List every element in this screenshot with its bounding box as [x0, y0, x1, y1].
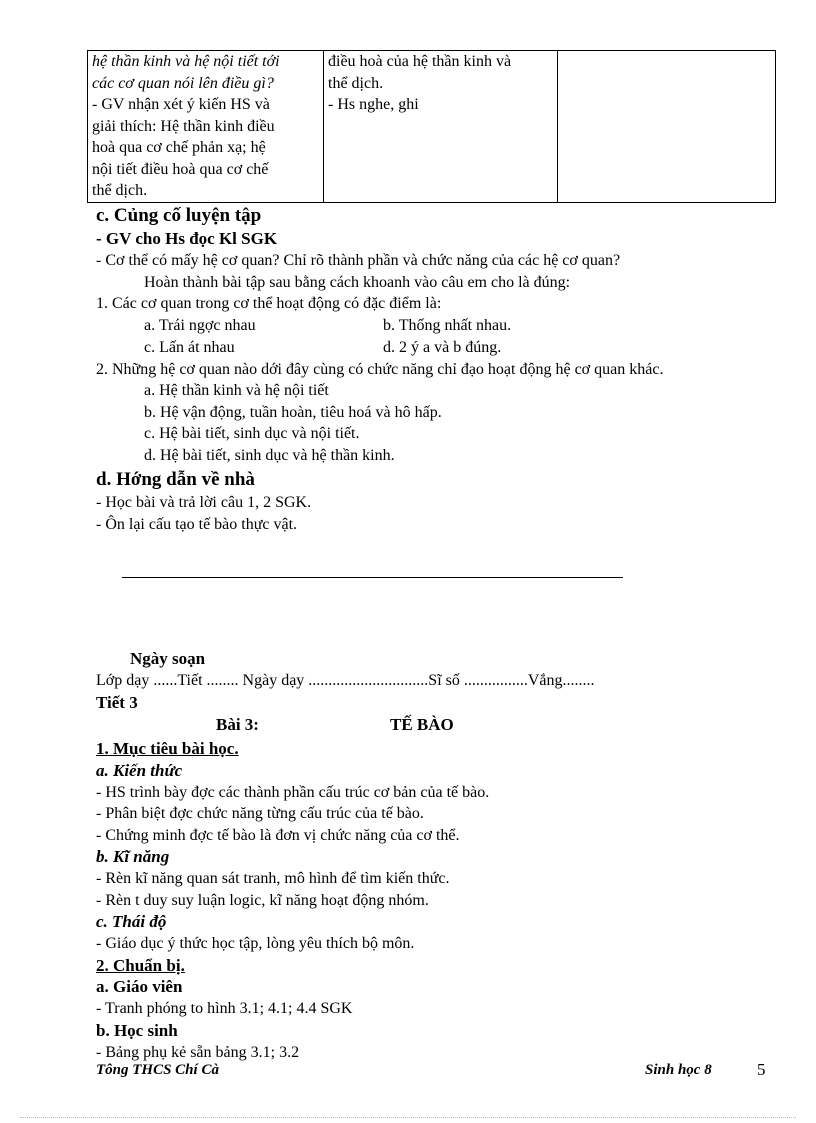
table-text-line: giải thích: Hệ thần kinh điều	[92, 117, 275, 135]
date-prepared-label: Ngày soạn	[130, 649, 206, 668]
table-text-line: thể dịch.	[328, 74, 384, 92]
text-line: - HS trình bày đợc các thành phần cấu trúc cơ bản của tế bào.	[96, 783, 490, 801]
text-line: - GV cho Hs đọc Kl SGK	[96, 229, 278, 248]
text-line: - Chứng minh đợc tế bào là đơn vị chức năng của cơ thể.	[96, 826, 460, 844]
text-line: - Cơ thể có mấy hệ cơ quan? Chỉ rõ thành phần và chức năng của các hệ cơ quan?	[96, 252, 621, 269]
table-row	[88, 51, 776, 203]
answer-option: c. Lấn át nhau	[144, 338, 235, 356]
table-text-line: - Hs nghe, ghi	[328, 96, 419, 113]
teacher-activity-cell	[88, 51, 324, 203]
text-line: - Phân biệt đợc chức năng từng cấu trúc của tế bào.	[96, 805, 424, 822]
table-text-line: - GV nhận xét ý kiến HS và	[92, 96, 270, 113]
knowledge-heading: a. Kiến thức	[96, 760, 183, 780]
answer-row	[96, 337, 786, 359]
table-text-line: nội tiết điều hoà qua cơ chế	[92, 160, 269, 178]
lesson-title: TẾ BÀO	[390, 714, 454, 734]
text-line: - Rèn kĩ năng quan sát tranh, mô hình để tìm kiến thức.	[96, 870, 450, 887]
answer-option: b. Thống nhất nhau.	[383, 316, 512, 334]
page-number: 5	[757, 1060, 766, 1079]
instruction-line: Hoàn thành bài tập sau bằng cách khoanh vào câu em cho là đúng:	[144, 273, 571, 291]
text-line: - Học bài và trả lời câu 1, 2 SGK.	[96, 494, 312, 511]
text-line: - Tranh phóng to hình 3.1; 4.1; 4.4 SGK	[96, 1000, 353, 1017]
answer-option: a. Trái ngợc nhau	[144, 316, 256, 334]
section-heading: d. Hớng dẫn về nhà	[96, 469, 255, 490]
teacher-heading: a. Giáo viên	[96, 977, 183, 996]
table-text-line: hệ thần kinh và hệ nội tiết tới	[92, 53, 280, 70]
answer-option: c. Hệ bài tiết, sinh dục và nội tiết.	[144, 425, 360, 442]
lesson-objectives	[96, 738, 786, 1063]
student-heading: b. Học sinh	[96, 1020, 178, 1040]
page-bottom-border	[20, 1117, 796, 1118]
answer-row	[96, 315, 786, 337]
skills-heading: b. Kĩ năng	[96, 847, 170, 866]
table-text-line: hoà qua cơ chế phản xạ; hệ	[92, 139, 266, 156]
text-line: - Ôn lại cấu tạo tế bào thực vật.	[96, 515, 298, 533]
period-label: Tiết 3	[96, 692, 138, 712]
answer-option: b. Hệ vận động, tuần hoàn, tiêu hoá và hô hấp.	[144, 403, 442, 421]
answer-option: a. Hệ thần kinh và hệ nội tiết	[144, 382, 329, 399]
table-text-line: các cơ quan nói lên điều gì?	[92, 74, 274, 92]
class-info-line: Lớp dạy ......Tiết ........ Ngày dạy ..............................Sĩ số ................Vắng........	[96, 672, 595, 689]
text-line: - Rèn t duy suy luận logic, kĩ năng hoạt động nhóm.	[96, 891, 429, 909]
text-line: - Giáo dục ý thức học tập, lòng yêu thích bộ môn.	[96, 935, 415, 952]
lesson-number: Bài 3:	[216, 714, 259, 734]
answer-option: d. Hệ bài tiết, sinh dục và hệ thần kinh.	[144, 446, 395, 464]
footer-school: Tông THCS Chí Cà	[96, 1062, 219, 1078]
section-consolidation	[96, 204, 786, 466]
section-heading: c. Củng cố luyện tập	[96, 205, 262, 226]
section-divider	[122, 577, 623, 578]
table-text-line: điều hoà của hệ thần kinh và	[328, 53, 512, 70]
section-homework	[96, 468, 786, 535]
question-1: 1. Các cơ quan trong cơ thể hoạt động có đặc điểm là:	[96, 295, 442, 312]
objectives-heading: 1. Mục tiêu bài học.	[96, 739, 239, 758]
lesson-activity-table	[87, 50, 776, 203]
footer-subject: Sinh học 8	[645, 1062, 712, 1078]
text-line: - Bảng phụ kẻ sẵn bảng 3.1; 3.2	[96, 1043, 300, 1061]
lesson-title-row	[96, 714, 786, 738]
preparation-heading: 2. Chuẩn bị.	[96, 955, 185, 975]
answer-option: d. 2 ý a và b đúng.	[383, 338, 502, 356]
student-activity-cell	[324, 51, 558, 203]
question-2: 2. Những hệ cơ quan nào dới đây cùng có chức năng chỉ đạo hoạt động hệ cơ quan khác.	[96, 360, 664, 378]
notes-cell	[558, 51, 776, 203]
lesson-header	[96, 648, 786, 738]
table-text-line: thể dịch.	[92, 182, 148, 199]
attitude-heading: c. Thái độ	[96, 912, 167, 931]
